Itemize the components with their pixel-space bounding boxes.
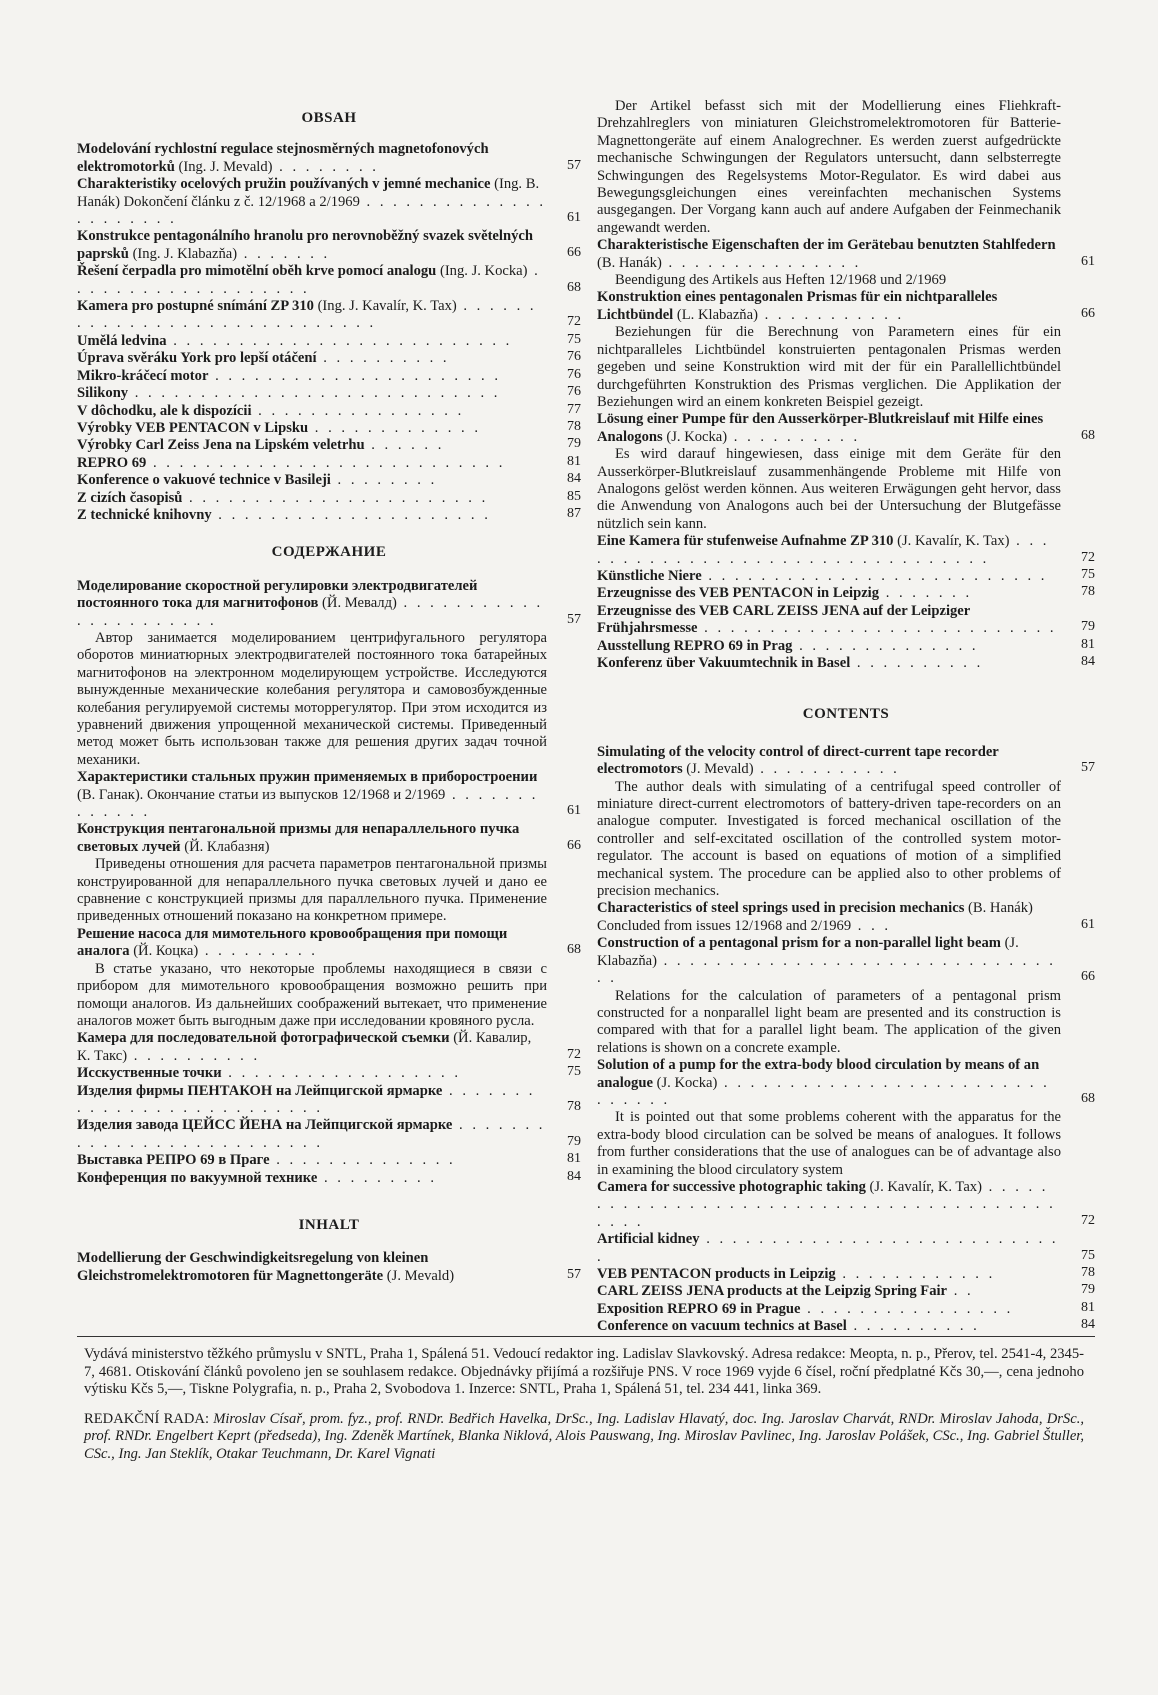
page-number: 68 <box>1081 1090 1095 1106</box>
entry-title <box>77 385 500 401</box>
editorial-board-members: Miroslav Císař, prom. fyz., prof. RNDr. Bedřich Havelka, DrSc., Ing. Ladislav Hlavatý, doc. Ing. Jaroslav Charvát, RNDr. Miroslav Jahoda, DrSc., prof. RNDr. Engelbert Keprt (předseda), Ing. Zdeněk Martínek, Blanka Niklová, Alois Pauswang, Ing. Miroslav Pavlinec, Ing. Jaroslav Polášek, CSc., Ing. Gabriel Štuller, CSc., Ing. Jan Steklík, Otakar Teuchmann, Dr. Karel Vignati <box>84 1410 1084 1462</box>
right-column <box>597 98 1095 1336</box>
entry-title-bold: V dôchodku, ale k dispozícii <box>77 402 252 419</box>
entry-author: (L. Klabazňa) <box>673 306 758 323</box>
dot-leader: . . . . . . . <box>879 585 973 602</box>
entry-title <box>77 298 537 331</box>
page-number: 61 <box>1081 916 1095 932</box>
entry-title-bold: Исскуственные точки <box>77 1065 222 1082</box>
toc-entry <box>77 333 581 350</box>
page-number: 72 <box>567 314 581 330</box>
entry-title-bold: Characteristics of steel springs used in precision mechanics <box>597 900 965 917</box>
obsah-list <box>77 141 581 524</box>
dot-leader: . . . . . . . . . . <box>127 1047 261 1064</box>
toc-entry <box>77 350 581 367</box>
entry-title-bold: Solution of a pump for the extra-body blood circulation by means of an analogue <box>597 1057 1040 1091</box>
page-number: 78 <box>1081 1265 1095 1280</box>
left-column <box>77 100 581 1285</box>
entry-author: (J. Kocka) <box>652 1074 718 1091</box>
page-number: 68 <box>567 279 581 295</box>
page-number: 79 <box>1081 619 1095 635</box>
dot-leader: . . . . . . . . . . . . . . . . . . . . . . . . . . . . . . . . . <box>597 533 1050 567</box>
page-number: 57 <box>567 157 581 173</box>
page-number: 72 <box>1081 1212 1095 1228</box>
entry-title <box>77 420 481 436</box>
toc-entry <box>597 585 1095 602</box>
page-number: 66 <box>567 837 581 853</box>
dot-leader: . . . . . . . . . . . . . . . . . . . . . . . . . . . <box>697 620 1057 637</box>
page-number: 75 <box>567 1064 581 1080</box>
toc-entry <box>77 263 581 298</box>
entry-title <box>597 935 1056 986</box>
entry-title <box>77 1170 437 1186</box>
entry-title-bold: Modelování rychlostní regulace stejnosměrných magnetofonových elektromotorků <box>77 141 489 175</box>
toc-entry <box>77 472 581 489</box>
dot-leader: . . . . . . . . . <box>317 1169 437 1186</box>
entry-title-bold: VEB PENTACON products in Leipzig <box>597 1266 836 1282</box>
toc-entry <box>77 141 581 176</box>
page-number: 77 <box>567 401 581 417</box>
dot-leader: . . . . . . . . . . . . . . . . . . . . . . <box>208 367 501 384</box>
entry-title <box>77 1250 454 1283</box>
soderzhanie-heading: СОДЕРЖАНИЕ <box>271 544 387 561</box>
entry-title-bold: Artificial kidney <box>597 1231 700 1248</box>
page-number: 68 <box>567 942 581 958</box>
entry-title-bold: CARL ZEISS JENA products at the Leipzig Spring Fair <box>597 1283 948 1300</box>
dot-leader: . . . . . . . . <box>330 472 438 489</box>
entry-title-bold: Lösung einer Pumpe für den Ausserkörper-Blutkreislauf mit Hilfe eines Analogons <box>597 411 1044 445</box>
dot-leader: . . . . . . . . . . . . . . . . . . . . . . <box>77 193 547 228</box>
toc-entry <box>597 1057 1095 1109</box>
toc-entry <box>77 228 581 263</box>
abstract: В статье указано, что некоторые проблемы находящиеся в связи с прибором для мимотельного кровообращения возможно решить при помощи аналогов. Из дальнейших соображений вытекает, что применение аналогов может быть выгодным даже при исследовании кровяного русла. <box>77 960 547 1029</box>
entry-title-bold: Konferenz über Vakuumtechnik in Basel <box>597 655 851 671</box>
entry-title <box>77 1030 531 1063</box>
entry-title <box>597 638 979 654</box>
entry-author: (B. Hanák) Concluded from issues 12/1968 and 2/1969 <box>597 900 1033 934</box>
dot-leader: . . . . . . . . . <box>198 943 318 960</box>
entry-title <box>77 1065 461 1081</box>
entry-author: (J. Mevald) <box>383 1267 455 1284</box>
page-number: 84 <box>1081 1317 1095 1333</box>
dot-leader: . . . . . . . . . . . . . . . . . . . . . . <box>77 595 544 629</box>
entry-author: (Й. Кавалир, К. Такс) <box>77 1030 532 1064</box>
entry-title <box>77 437 444 453</box>
entry-title-bold: Konference o vakuové technice v Basileji <box>77 472 331 489</box>
page-number: 81 <box>567 1151 581 1167</box>
entry-title-bold: Construction of a pentagonal prism for a non-parallel light beam <box>597 935 1001 952</box>
toc-entry <box>77 490 581 507</box>
page-number: 81 <box>1081 636 1095 652</box>
toc-entry <box>77 420 581 437</box>
toc-entry <box>597 1231 1095 1266</box>
toc-entry <box>77 1152 581 1169</box>
page-number: 81 <box>1081 1299 1095 1315</box>
dot-leader: . . . . . . . . . . . . . . . <box>661 254 862 271</box>
entry-title <box>597 533 1049 566</box>
entry-title <box>77 1083 535 1116</box>
entry-author: (J. Mevald) <box>682 761 754 778</box>
entry-title-bold: Výrobky VEB PENTACON v Lipsku <box>77 419 309 436</box>
abstract: Автор занимается моделированием центрифугального регулятора оборотов миниатюрных электродвигателей постоянного тока батарейных магнитофонов на электронном моделирующем устройстве. Исследуются вынужденные механические колебания регулятора и самовозбужденные колебания регулируемой системы моторрегулятор. При этом исходится из уравнений движения упрощенной механической системы. Приведенный метод может быть использован также для решения других задач точной механики. <box>77 629 547 768</box>
dot-leader: . . <box>947 1283 974 1300</box>
entry-title <box>77 490 488 506</box>
entry-title <box>597 568 1047 584</box>
dot-leader: . . . . . . . . . . <box>316 350 450 367</box>
toc-entry <box>597 638 1095 655</box>
page-number: 72 <box>567 1046 581 1062</box>
page-number: 79 <box>567 436 581 452</box>
page-number: 79 <box>1081 1282 1095 1298</box>
toc-entry <box>77 821 581 856</box>
dot-leader: . . . . . . . . . . . . . . . . . . . . . . . . . . <box>166 332 513 349</box>
page-number: 81 <box>567 453 581 469</box>
entry-title-bold: Erzeugnisse des VEB PENTACON in Leipzig <box>597 585 880 602</box>
editorial-board <box>84 1411 1084 1464</box>
entry-title <box>77 472 437 488</box>
inhalt-heading: INHALT <box>298 1216 360 1233</box>
entry-title-bold: Simulating of the velocity control of direct-current tape recorder electromotors <box>597 743 999 778</box>
abstract: The author deals with simulating of a centrifugal speed controller of miniature direct-current electromotors of battery-driven tape-recorders on an analogue computer. Investigated is forced mechanical oscillation of the controller and self-excitated oscillation of the controlled system motor-regulator. The account is based on equations of motion of a simplified mechanical system. The procedure can be applied also to other problems of precision mechanics. <box>597 778 1061 900</box>
dot-leader: . . . . . . . . . . . . . . . . . . . . . . . . . . . . <box>597 1231 1059 1265</box>
contents-heading: CONTENTS <box>802 706 890 723</box>
page-number: 75 <box>1081 1247 1095 1263</box>
toc-entry <box>77 1083 581 1118</box>
entry-title <box>77 176 546 227</box>
entry-title <box>597 289 997 322</box>
page-number: 76 <box>567 349 581 365</box>
dot-leader: . . . . . . <box>364 437 445 454</box>
dot-leader: . . . . . . . . . . . . . . <box>269 1152 456 1169</box>
entry-title-bold: Eine Kamera für stufenweise Aufnahme ZP 310 <box>597 533 894 550</box>
dot-leader: . . . . . . . . . . . . . <box>308 419 481 436</box>
entry-title-bold: Exposition REPRO 69 in Prague <box>597 1300 801 1317</box>
abstract: Der Artikel befasst sich mit der Modellierung eines Fliehkraft-Drehzahlreglers von miniaturen Gleichstromelektromotoren für Batterie-Magnettongeräte auf einem Analogrechner. Es werden zuerst aufgedrückte mechanische Schwingungen der Regulators untersucht, dann selbsterregte Schwingungen des Regelsystems Motor-Regulator. Es wird dabei aus Bewegungsgleichungen eines vereinfachten mechanischen Systems ausgegangen. Der Vorgang kann auch auf andere Aufgaben der Feinmechanik angewandt werden. <box>597 98 1061 236</box>
entry-title-bold: Umělá ledvina <box>77 332 167 349</box>
imprint-text: Vydává ministerstvo těžkého průmyslu v SNTL, Praha 1, Spálená 51. Vedoucí redaktor ing. Ladislav Slavkovský. Adresa redakce: Meopta, n. p., Přerov, tel. 2541-4, 2345-7, 4681. Otiskování článků povoleno jen se souhlasem redakce. Objednávky přijímá a rozšiřuje PNS. V roce 1969 vyjde 6 čísel, roční předplatné Kčs 30,—, cena jednoho výtisku Kčs 5,—, Tiskne Polygrafia, n. p., Praha 2, Svobodova 1. Inzerce: SNTL, Praha 1, Spálená 51, tel. 234 441, linka 369. <box>84 1346 1084 1398</box>
page-number: 85 <box>567 488 581 504</box>
dot-leader: . . . . . . . . . . . . . . . . <box>800 1300 1014 1317</box>
page-number: 72 <box>1081 549 1095 565</box>
page-number: 66 <box>567 244 581 260</box>
toc-entry <box>77 455 581 472</box>
dot-leader: . . . . . . . . . . . . . . . . . . . . . . . <box>182 489 489 506</box>
entry-title-bold: Výrobky Carl Zeiss Jena na Lipském veletrhu <box>77 437 365 454</box>
entry-title-bold: Камера для последовательной фотографической съемки <box>77 1030 450 1047</box>
entry-title <box>77 368 501 384</box>
abstract: Beziehungen für die Berechnung von Parametern eines für ein nichtparalleles Lichtbündel konstruierten pentagonalen Prismas werden gegeben und seine Konstruktion wird mit der für ein Parallellichtbündel durchgeführten Konstruktion des Prismas verglichen. Die Applikation der Beziehungen wird an einem konkreten Beispiel gezeigt. <box>597 324 1061 410</box>
page-number: 57 <box>567 1266 581 1282</box>
entry-title-bold: Решение насоса для мимотельного кровообращения при помощи аналога <box>77 925 508 960</box>
page-number: 66 <box>1081 305 1095 321</box>
entry-title <box>77 821 519 854</box>
entry-title-bold: Моделирование скоростной регулировки электродвигателей постоянного тока для магнитофонов <box>77 577 478 612</box>
page-number: 76 <box>567 384 581 400</box>
entry-title <box>77 263 541 296</box>
entry-title-bold: Изделия завода ЦЕЙСС ЙЕНА на Лейпцигской ярмарке <box>77 1117 453 1134</box>
entry-title <box>597 744 999 777</box>
entry-title <box>77 350 450 366</box>
page-number: 78 <box>567 1098 581 1114</box>
page-number: 61 <box>1081 253 1095 269</box>
dot-leader: . . . . . . . . . . <box>727 428 861 445</box>
entry-title-bold: Ausstellung REPRO 69 in Prag <box>597 637 793 654</box>
dot-leader: . . . . . . . . . . . . . . . . <box>251 402 465 419</box>
toc-entry <box>597 289 1095 324</box>
dot-leader: . . . . . . . . . . <box>850 655 984 671</box>
entry-title <box>597 1318 980 1334</box>
dot-leader: . . . . . . . . . . . . . . <box>792 637 979 654</box>
entry-title <box>77 455 505 471</box>
entry-title <box>597 411 1043 444</box>
toc-entry <box>77 926 581 961</box>
toc-entry <box>597 900 1095 935</box>
toc-entry <box>77 176 581 228</box>
toc-entry <box>597 1179 1095 1231</box>
entry-title <box>77 333 512 349</box>
page-number: 87 <box>567 505 581 521</box>
entry-title-bold: Erzeugnisse des VEB CARL ZEISS JENA auf der Leipziger Frühjahrsmesse <box>597 602 971 637</box>
entry-author: (J. Kavalír, K. Tax) <box>865 1178 982 1195</box>
entry-author: (Ing. J. Mevald) <box>174 158 273 175</box>
entry-title-bold: Конструкция пентагональной призмы для непараллельного пучка световых лучей <box>77 821 520 855</box>
toc-entry <box>597 603 1095 638</box>
toc-entry <box>77 507 581 524</box>
entry-title <box>77 769 538 820</box>
dot-leader: . . . <box>851 917 892 934</box>
entry-author: (Ing. B. Hanák) Dokončení článku z č. 12/1968 a 2/1969 <box>77 176 540 210</box>
entry-title <box>597 900 1033 933</box>
imprint-footer <box>84 1346 1084 1464</box>
page-number: 75 <box>1081 566 1095 582</box>
entry-title <box>597 1283 974 1299</box>
toc-entry <box>597 1283 1095 1300</box>
entry-title <box>77 1152 456 1168</box>
page-number: 76 <box>567 366 581 382</box>
entry-title <box>597 585 972 601</box>
entry-title <box>77 141 489 174</box>
editorial-board-label: REDAKČNÍ RADA: <box>84 1410 214 1427</box>
entry-author: (Й. Коцка) <box>129 943 199 960</box>
toc-entry <box>597 237 1095 272</box>
toc-entry <box>77 403 581 420</box>
entry-author: (Й. Клабазня) <box>180 838 270 855</box>
dot-leader: . . . . . . . . . . . . . . . . . . . . . . . . . . <box>77 1117 546 1151</box>
abstract: Es wird darauf hingewiesen, dass einige mit dem Geräte für den Ausserkörper-Blutkreislauf zusammenhängende Probleme mit Hilfe von Analogons gelöst werden können. Aus weiteren Erwägungen geht hervor, dass die Anwendung von Analogons auch bei der Untersuchung der Blutgefässe nützlich sein kann. <box>597 446 1061 532</box>
entry-title <box>597 1266 995 1282</box>
entry-title-bold: Z cizích časopisů <box>77 489 183 506</box>
entry-author: (В. Ганак). Окончание статьи из выпусков 12/1968 и 2/1969 <box>77 786 446 803</box>
entry-author: (B. Hanák) <box>597 254 662 271</box>
entry-title-bold: Künstliche Niere <box>597 567 702 584</box>
entry-title <box>77 507 491 523</box>
obsah-heading: OBSAH <box>301 110 357 126</box>
toc-entry <box>597 935 1095 987</box>
entry-title-bold: Mikro-kráčecí motor <box>77 367 209 384</box>
entry-title-bold: Z technické knihovny <box>77 506 212 523</box>
entry-title-bold: Konstruktion eines pentagonalen Prismas für ein nichtparalleles Lichtbündel <box>597 289 998 323</box>
dot-leader: . . . . . . . . . . . . . . . . . . <box>221 1065 461 1082</box>
entry-title-bold: REPRO 69 <box>77 454 147 471</box>
dot-leader: . . . . . . . . . . . . <box>835 1266 996 1282</box>
entry-title <box>77 1117 545 1150</box>
abstract: Relations for the calculation of parameters of a pentagonal prism constructed for a nonparallel light beam are presented and its construction is compared with that for a parallel light beam. The application of the given relations is shown on a concrete example. <box>597 987 1061 1056</box>
page-number: 78 <box>1081 584 1095 600</box>
dot-leader: . . . . . . . . . . . . . . . . . . . . . . . . . . . . <box>128 385 501 402</box>
entry-title <box>597 603 1057 636</box>
dot-leader: . . . . . . . . . . . . . . . . . . . . . . . . . . <box>701 567 1048 584</box>
page-number: 79 <box>567 1133 581 1149</box>
entry-author: (Ing. J. Klabazňa) <box>128 245 238 262</box>
dot-leader: . . . . . . . . . . . . . . . . . . . . . . . . . . . . . . . . . . . . . . . . . . . . <box>597 1178 1056 1230</box>
entry-title-bold: Charakteristische Eigenschaften der im Gerätebau benutzten Stahlfedern <box>597 237 1056 254</box>
entry-title <box>77 228 533 261</box>
page-number: 57 <box>567 611 581 627</box>
entry-title-bold: Camera for successive photographic taking <box>597 1178 866 1195</box>
entry-title-bold: Kamera pro postupné snímání ZP 310 <box>77 298 314 315</box>
entry-title-bold: Характеристики стальных пружин применяемых в приборостроении <box>77 769 538 786</box>
dot-leader: . . . . . . . . . . . . . <box>77 786 539 821</box>
entry-title <box>597 1231 1059 1264</box>
dot-leader: . . . . . . . . . . . . . . . . . . . . . . . . . . . . . <box>77 298 537 332</box>
entry-title <box>597 1057 1050 1108</box>
entry-author: (Ing. J. Kocka) <box>436 263 528 280</box>
page-number: 57 <box>1081 760 1095 776</box>
dot-leader: . . . . . . . . . . . . . . . . . . . . . <box>211 506 491 523</box>
page-number: 84 <box>567 1168 581 1184</box>
page-number: 84 <box>567 471 581 487</box>
abstract: Beendigung des Artikels aus Heften 12/1968 und 2/1969 <box>615 272 947 289</box>
toc-entry <box>597 1266 1095 1283</box>
entry-author: (Ing. J. Kavalír, K. Tax) <box>313 298 457 315</box>
entry-author: (J. Klabazňa) <box>597 935 1019 969</box>
toc-entry <box>77 1117 581 1152</box>
page-number: 78 <box>567 418 581 434</box>
toc-entry <box>77 1250 581 1285</box>
abstract: It is pointed out that some problems coherent with the apparatus for the extra-body blood circulation can be solved be means of analogues. It follows from further considerations that the use of analogues can be of advantage also in examining the blood circulatory system <box>597 1109 1061 1178</box>
toc-entry <box>597 744 1095 779</box>
entry-title-bold: Konstrukce pentagonálního hranolu pro nerovnoběžný svazek světelných paprsků <box>77 228 533 262</box>
page-number: 61 <box>567 803 581 819</box>
toc-entry <box>597 1301 1095 1318</box>
entry-title-bold: Изделия фирмы ПЕНТАКОН на Лейпцигской ярмарке <box>77 1082 443 1099</box>
entry-title <box>597 655 983 671</box>
entry-title-bold: Конференция по вакуумной технике <box>77 1169 318 1186</box>
dot-leader: . . . . . . . . . . . . . . . . . . . <box>77 263 541 297</box>
entry-title-bold: Charakteristiky ocelových pružin používaných v jemné mechanice <box>77 176 491 193</box>
toc-entry <box>77 1170 581 1187</box>
entry-title <box>597 1179 1056 1230</box>
toc-entry <box>77 1030 581 1065</box>
entry-author: (J. Kocka) <box>662 428 728 445</box>
entry-author: (J. Kavalír, K. Tax) <box>893 533 1010 550</box>
page-number: 75 <box>567 331 581 347</box>
toc-entry <box>77 578 581 630</box>
entry-title-bold: Úprava svěráku York pro lepší otáčení <box>77 350 317 367</box>
toc-entry <box>77 368 581 385</box>
dot-leader: . . . . . . . . . . <box>846 1318 980 1335</box>
entry-title <box>77 926 507 959</box>
page-number: 68 <box>1081 427 1095 443</box>
dot-leader: . . . . . . . . <box>272 158 379 175</box>
dot-leader: . . . . . . . . . . . . . . . . . . . . . . . . . . . <box>146 454 506 471</box>
entry-title <box>597 237 1056 270</box>
entry-author: (Й. Мевалд) <box>318 595 397 612</box>
dot-leader: . . . . . . . <box>237 245 331 262</box>
entry-title <box>597 1301 1013 1317</box>
entry-title <box>77 578 543 629</box>
abstract: Приведены отношения для расчета параметров пентагональной призмы конструированной для непараллельного пучка световых лучей и дано ее сравнение с конструкцией призмы для параллельного пучка. Применение приведенных отношений показано на конкретном примере. <box>77 856 547 925</box>
dot-leader: . . . . . . . . . . . <box>757 306 905 323</box>
footer-divider <box>77 1336 1095 1337</box>
toc-entry <box>77 385 581 402</box>
page-number: 66 <box>1081 969 1095 985</box>
dot-leader: . . . . . . . . . . . . . . . . . . . . . . . . . . . . . . . <box>597 1074 1050 1108</box>
toc-entry <box>597 533 1095 568</box>
toc-entry <box>77 1065 581 1082</box>
entry-title-bold: Conference on vacuum technics at Basel <box>597 1318 847 1335</box>
entry-title-bold: Řešení čerpadla pro mimotělní oběh krve pomocí analogu <box>77 263 437 280</box>
dot-leader: . . . . . . . . . . . . . . . . . . . . . . . . . . . . . . . . <box>597 952 1056 987</box>
toc-entry <box>77 298 581 333</box>
dot-leader: . . . . . . . . . . . <box>753 761 900 778</box>
entry-title-bold: Modellierung der Geschwindigkeitsregelung von kleinen Gleichstromelektromotoren für Magnettongeräte <box>77 1250 429 1284</box>
toc-entry <box>77 769 581 821</box>
entry-title-bold: Silikony <box>77 385 129 402</box>
dot-leader: . . . . . . . . . . . . . . . . . . . . . . . . . . <box>77 1082 536 1116</box>
page-number: 84 <box>1081 654 1095 669</box>
toc-entry <box>597 411 1095 446</box>
toc-entry <box>597 655 1095 672</box>
entry-title <box>77 403 464 419</box>
entry-title-bold: Выставка РЕПРО 69 в Праге <box>77 1152 270 1169</box>
toc-entry <box>597 568 1095 585</box>
page-number: 61 <box>567 210 581 226</box>
toc-entry <box>77 437 581 454</box>
toc-entry <box>597 1318 1095 1335</box>
